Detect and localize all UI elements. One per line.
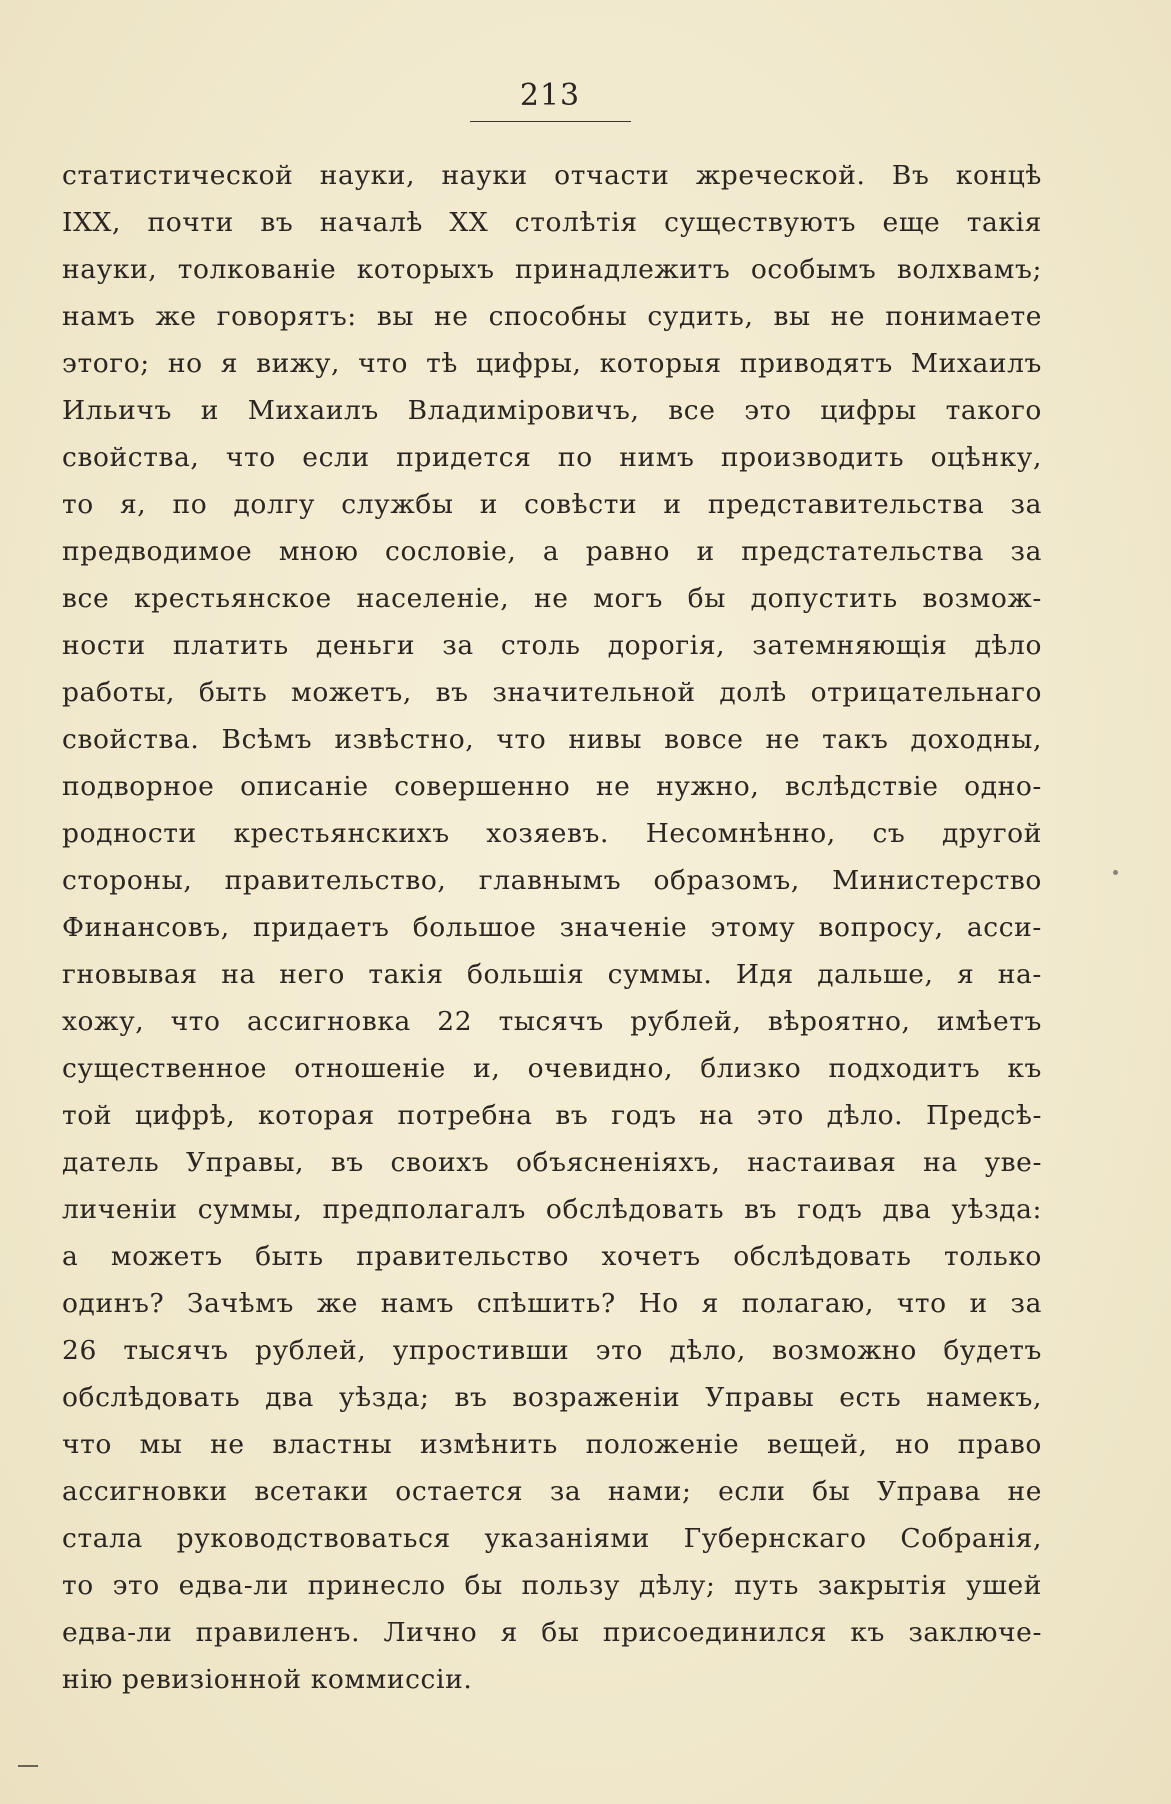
text-line: свойства, что если придется по нимъ производить оцѣнку,	[62, 442, 1042, 473]
text-line: предводимое мною сословіе, а равно и предстательства за	[62, 536, 1042, 567]
text-line: работы, быть можетъ, въ значительной долѣ отрицательнаго	[62, 677, 1042, 708]
text-line: IXX, почти въ началѣ XX столѣтія существуютъ еще такія	[62, 207, 1042, 238]
text-line: той цифрѣ, которая потребна въ годъ на это дѣло. Предсѣ-	[62, 1100, 1042, 1131]
text-line: этого; но я вижу, что тѣ цифры, которыя приводятъ Михаилъ	[62, 348, 1042, 379]
text-line: личеніи суммы, предполагалъ обслѣдовать въ годъ два уѣзда:	[62, 1194, 1042, 1225]
text-line: намъ же говорятъ: вы не способны судить, вы не понимаете	[62, 301, 1042, 332]
text-line: подворное описаніе совершенно не нужно, вслѣдствіе одно-	[62, 771, 1042, 802]
text-line: гновывая на него такія большія суммы. Идя дальше, я на-	[62, 959, 1042, 990]
text-line: свойства. Всѣмъ извѣстно, что нивы вовсе не такъ доходны,	[62, 724, 1042, 755]
text-line: статистической науки, науки отчасти жреческой. Въ концѣ	[62, 160, 1042, 191]
text-line: датель Управы, въ своихъ объясненіяхъ, настаивая на уве-	[62, 1147, 1042, 1178]
text-line: родности крестьянскихъ хозяевъ. Несомнѣнно, съ другой	[62, 818, 1042, 849]
text-line: а можетъ быть правительство хочетъ обслѣдовать только	[62, 1241, 1042, 1272]
page-number-rule	[470, 121, 631, 122]
body-text	[62, 152, 1042, 1703]
text-line: нію ревизіонной коммиссіи.	[62, 1664, 473, 1695]
page-number: 213	[519, 78, 581, 113]
text-line: 26 тысячъ рублей, упростивши это дѣло, возможно будетъ	[62, 1335, 1042, 1366]
text-line: стала руководствоваться указаніями Губернскаго Собранія,	[62, 1523, 1042, 1554]
text-line: едва-ли правиленъ. Лично я бы присоединился къ заключе-	[62, 1617, 1042, 1648]
text-line: что мы не властны измѣнить положеніе вещей, но право	[62, 1429, 1042, 1460]
text-line: ассигновки всетаки остается за нами; если бы Управа не	[62, 1476, 1042, 1507]
text-line: все крестьянское населеніе, не могъ бы допустить возмож-	[62, 583, 1042, 614]
text-line: Ильичъ и Михаилъ Владиміровичъ, все это цифры такого	[62, 395, 1042, 426]
text-line: то это едва-ли принесло бы пользу дѣлу; путь закрытія ушей	[62, 1570, 1042, 1601]
margin-speck	[1113, 870, 1118, 875]
text-line: то я, по долгу службы и совѣсти и представительства за	[62, 489, 1042, 520]
text-line: обслѣдовать два уѣзда; въ возраженіи Управы есть намекъ,	[62, 1382, 1042, 1413]
text-line: существенное отношеніе и, очевидно, близко подходитъ къ	[62, 1053, 1042, 1084]
text-line: науки, толкованіе которыхъ принадлежитъ особымъ волхвамъ;	[62, 254, 1042, 285]
text-line: ности платить деньги за столь дорогія, затемняющія дѣло	[62, 630, 1042, 661]
text-line: хожу, что ассигновка 22 тысячъ рублей, вѣроятно, имѣетъ	[62, 1006, 1042, 1037]
text-line: стороны, правительство, главнымъ образомъ, Министерство	[62, 865, 1042, 896]
text-line: Финансовъ, придаетъ большое значеніе этому вопросу, асси-	[62, 912, 1042, 943]
margin-mark	[18, 1765, 38, 1767]
text-line: одинъ? Зачѣмъ же намъ спѣшить? Но я полагаю, что и за	[62, 1288, 1042, 1319]
